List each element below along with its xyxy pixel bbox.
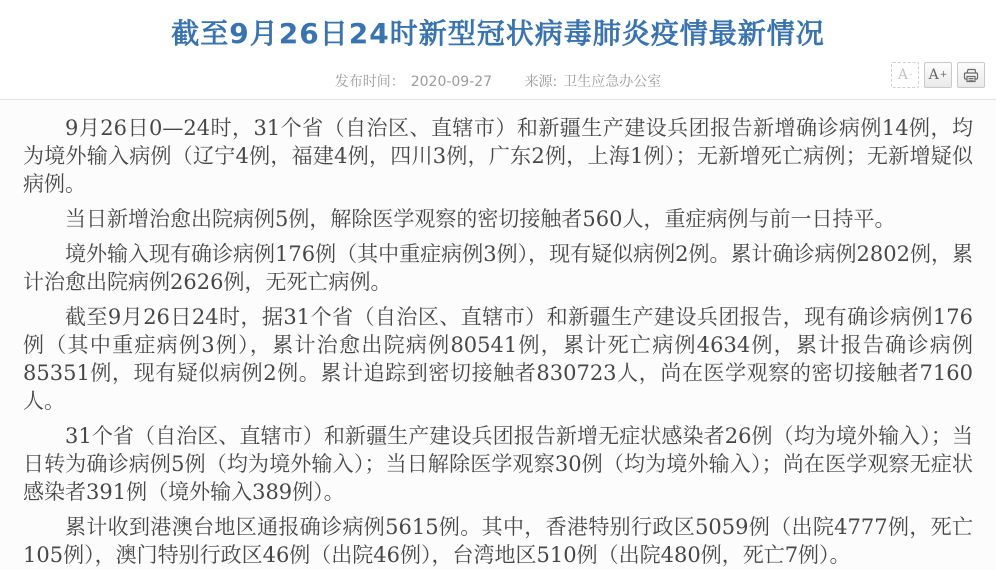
article-header (0, 0, 996, 97)
printer-icon (963, 68, 979, 83)
publish-time (335, 74, 492, 90)
toolbar (891, 62, 985, 88)
article-body (0, 100, 996, 570)
paragraph-new-cases: 9月26日0—24时，31个省（自治区、直辖市）和新疆生产建设兵团报告新增确诊病例14例，均为境外输入病例（辽宁4例，福建4例，四川3例，广东2例，上海1例）；无新增死亡病例；无新增疑似病例。 (23, 116, 973, 196)
font-decrease-label: A (897, 67, 909, 83)
source-label: 来源: (524, 74, 558, 90)
paragraph-recovered-today: 当日新增治愈出院病例5例，解除医学观察的密切接触者560人，重症病例与前一日持平。 (65, 207, 896, 231)
paragraph-hk-macao-taiwan: 累计收到港澳台地区通报确诊病例5615例。其中，香港特别行政区5059例（出院4777例，死亡105例），澳门特别行政区46例（出院46例），台湾地区510例（出院480例，死亡7例）。 (23, 515, 973, 567)
publish-time-label: 发布时间： (334, 74, 405, 90)
article-meta (0, 67, 996, 97)
page-title: 截至9月26日24时新型冠状病毒肺炎疫情最新情况 (171, 17, 825, 50)
source (525, 74, 662, 90)
paragraph-cumulative-totals: 截至9月26日24时，据31个省（自治区、直辖市）和新疆生产建设兵团报告，现有确诊病例176例（其中重症病例3例），累计治愈出院病例80541例，累计死亡病例4634例，累计报告确诊病例85351例，现有疑似病例2例。累计追踪到密切接触者830723人，尚在医学观察的密切接触者7160人。 (23, 305, 973, 413)
font-increase-label: A (928, 67, 939, 83)
publish-time-value: 2020-09-27 (410, 74, 493, 90)
paragraph-asymptomatic: 31个省（自治区、直辖市）和新疆生产建设兵团报告新增无症状感染者26例（均为境外输入）；当日转为确诊病例5例（均为境外输入）；当日解除医学观察30例（均为境外输入）；尚在医学观察无症状感染者391例（境外输入389例）。 (23, 424, 973, 504)
source-value: 卫生应急办公室 (563, 74, 662, 90)
paragraph-imported-cases: 境外输入现有确诊病例176例（其中重症病例3例），现有疑似病例2例。累计确诊病例2802例，累计治愈出院病例2626例，无死亡病例。 (23, 242, 973, 294)
font-decrease-button[interactable]: A - (891, 62, 919, 88)
print-button[interactable] (957, 62, 985, 88)
font-increase-button[interactable]: A + (924, 62, 952, 88)
